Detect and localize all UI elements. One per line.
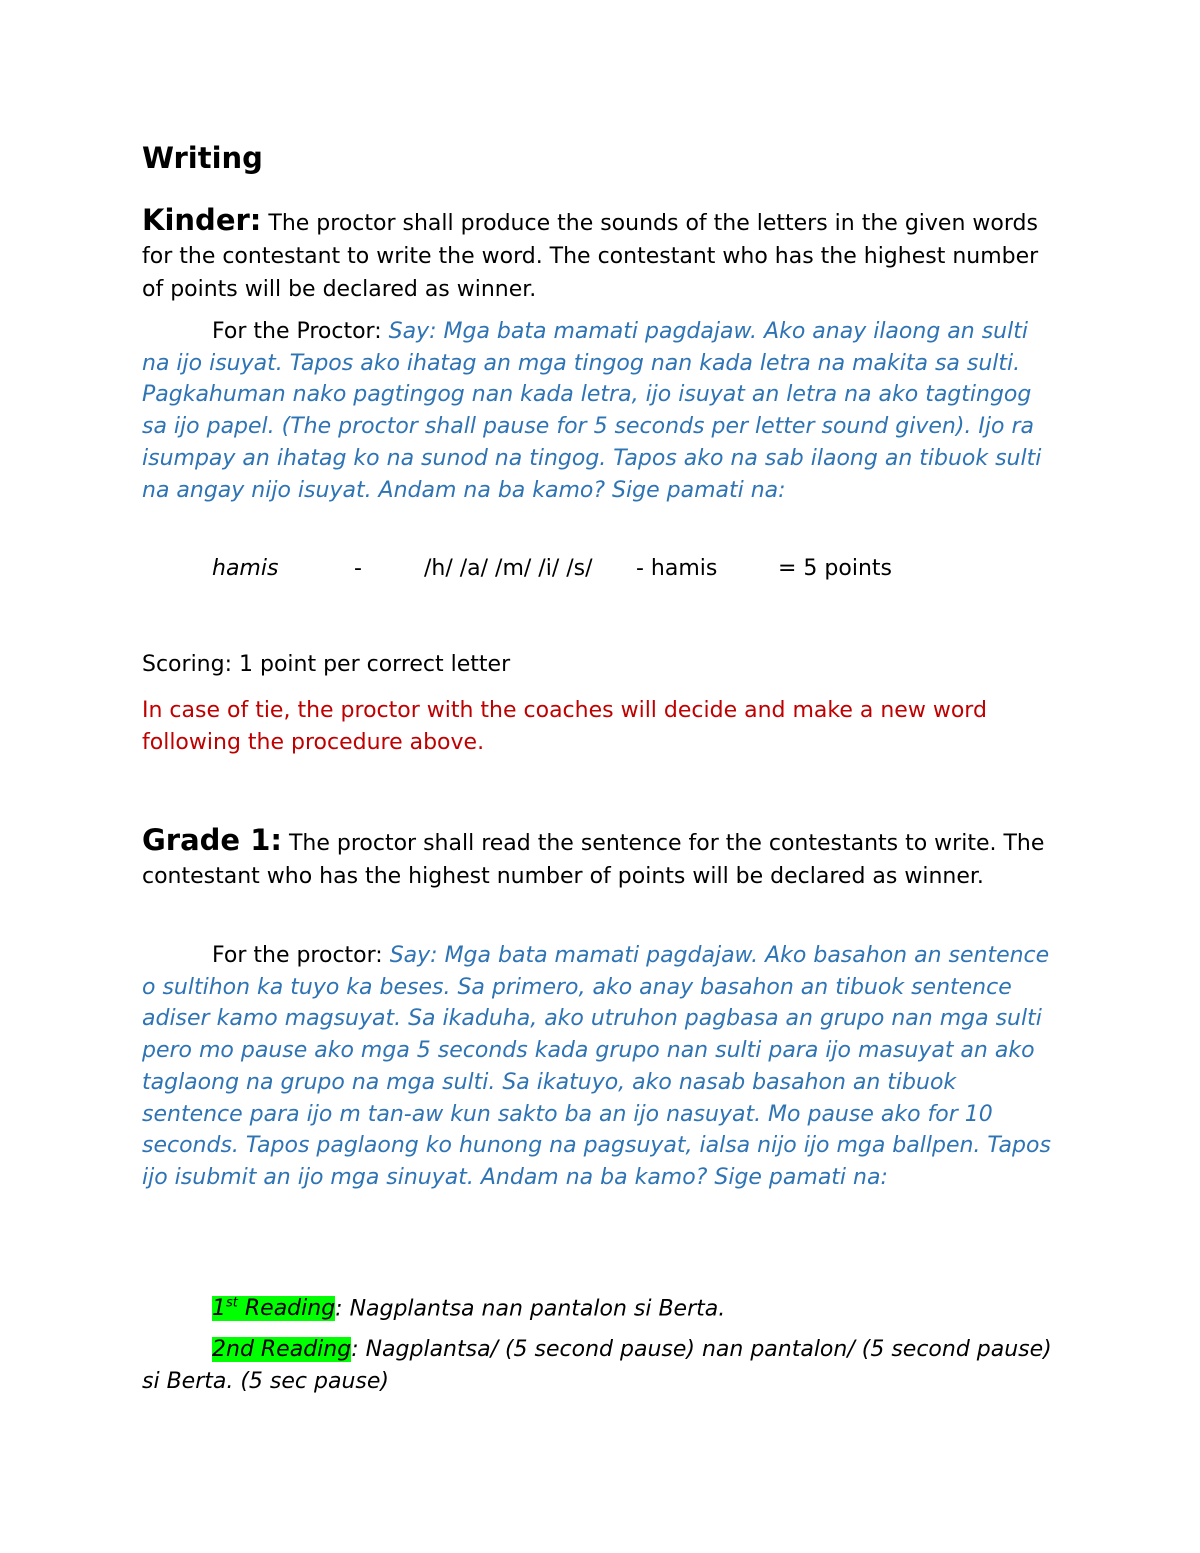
kinder-heading: Kinder:	[142, 203, 262, 237]
example-points: = 5 points	[778, 556, 892, 581]
example-result-word: - hamis	[636, 556, 718, 581]
kinder-scoring: Scoring: 1 point per correct letter	[142, 652, 511, 677]
kinder-proctor-script: Say: Mga bata mamati pagdajaw. Ako anay ilaong an sulti na ijo isuyat. Tapos ako ihatag an mga tingog nan kada letra na makita sa sulti. Pagkahuman nako pagtingog nan kada letra, ijo isuyat an letra na ako tagtingog sa ijo papel. (The proctor shall pause for 5 seconds per letter sound given). Ijo ra isumpay an ihatag ko na sunod na tingog. Tapos ako na sab ilaong an tibuok sulti na angay nijo isuyat. Andam na ba kamo? Sige pamati na:	[142, 319, 1042, 503]
reading1-label: 1st Reading	[212, 1296, 336, 1322]
kinder-paragraph	[142, 204, 1062, 306]
example-sounds: /h/ /a/ /m/ /i/ /s/	[424, 556, 593, 581]
example-word: hamis	[212, 556, 279, 581]
reading2-line: 2nd Reading: Nagplantsa/ (5 second pause) nan pantalon/ (5 second pause) si Berta. (5 sec pause)	[142, 1337, 1052, 1394]
grade1-proctor-label: For the proctor:	[212, 943, 390, 968]
page-title: Writing	[142, 141, 263, 175]
grade1-paragraph	[142, 824, 1062, 893]
reading1-line: 1st Reading: Nagplantsa nan pantalon si Berta.	[212, 1296, 726, 1322]
grade1-description: The proctor shall read the sentence for the contestants to write. The contestant who has the highest number of points will be declared as winner.	[142, 831, 1045, 889]
reading2-text: Nagplantsa/ (5 second pause) nan pantalon/ (5 second pause) si Berta. (5 sec pause)	[142, 1337, 1052, 1394]
grade1-proctor-paragraph	[142, 940, 1062, 1194]
grade1-proctor-script: Say: Mga bata mamati pagdajaw. Ako basahon an sentence o sultihon ka tuyo ka beses. Sa primero, ako anay basahon an tibuok sentence adiser kamo magsuyat. Sa ikaduha, ako utruhon pagbasa an grupo nan mga sulti pero mo pause ako mga 5 seconds kada grupo nan sulti para ijo masuyat an ako taglaong na grupo na mga sulti. Sa ikatuyo, ako nasab basahon an tibuok sentence para ijo m tan-aw kun sakto ba an ijo nasuyat. Mo pause ako for 10 seconds. Tapos paglaong ko hunong na pagsuyat, ialsa nijo ijo mga ballpen. Tapos ijo isubmit an ijo mga sinuyat. Andam na ba kamo? Sige pamati na:	[142, 943, 1051, 1190]
example-dash: -	[354, 556, 362, 581]
reading1-text: Nagplantsa nan pantalon si Berta.	[349, 1296, 726, 1322]
kinder-tie-note: In case of tie, the proctor with the coaches will decide and make a new word following the procedure above.	[142, 698, 987, 755]
kinder-description: The proctor shall produce the sounds of the letters in the given words for the contestant to write the word. The contestant who has the highest number of points will be declared as winner.	[142, 211, 1039, 302]
kinder-proctor-label: For the Proctor:	[212, 319, 389, 344]
grade1-heading: Grade 1:	[142, 823, 282, 857]
reading2-label: 2nd Reading	[212, 1337, 352, 1362]
kinder-proctor-paragraph	[142, 316, 1062, 506]
